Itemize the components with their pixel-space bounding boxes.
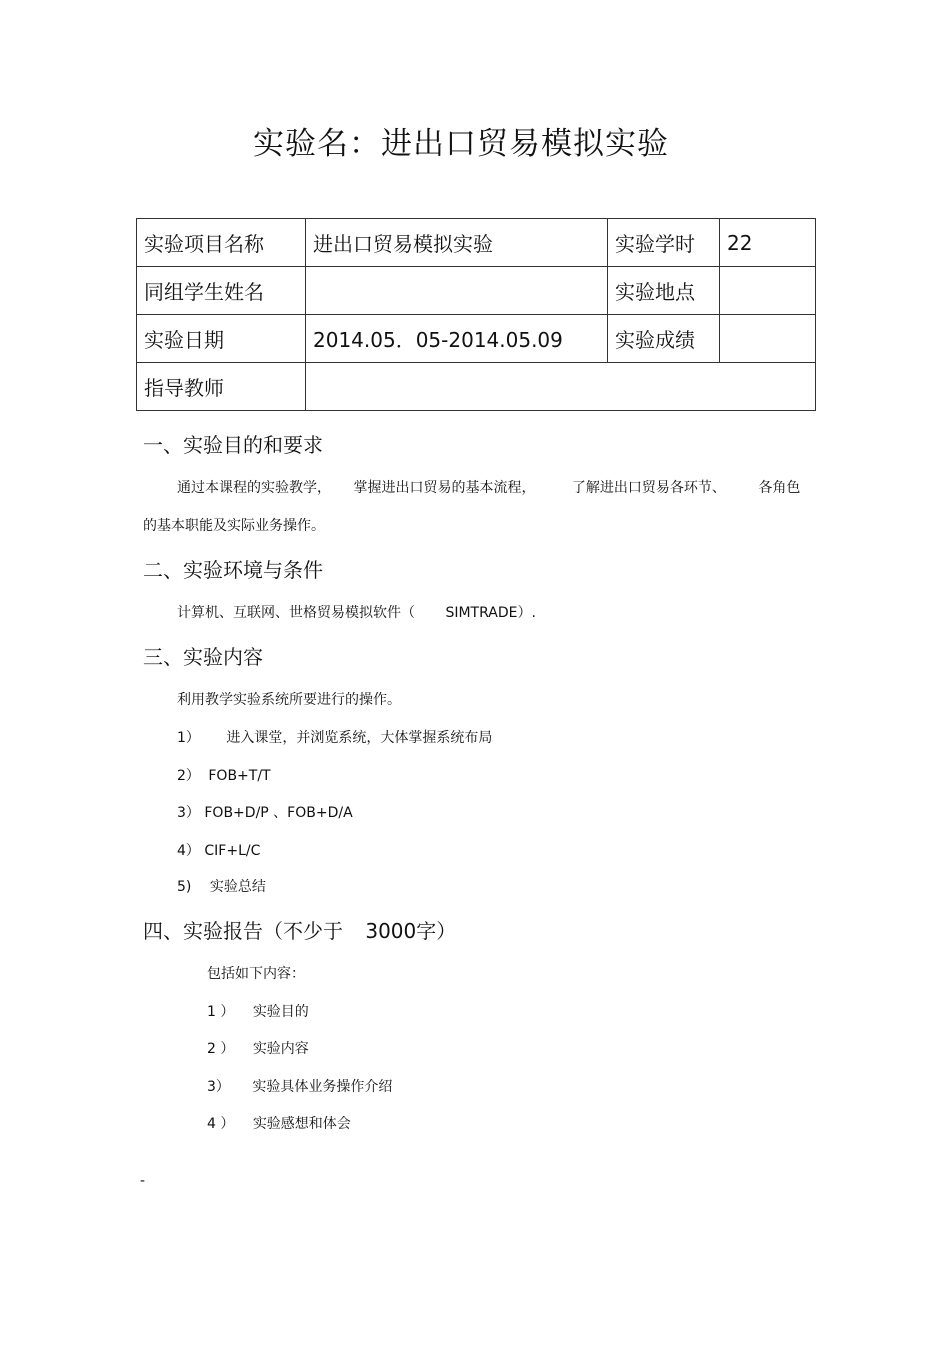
grade-label: 实验成绩 — [608, 315, 720, 363]
section2-heading: 二、实验环境与条件 — [143, 558, 323, 582]
section1-text-part3: 了解进出口贸易各环节、 — [571, 480, 726, 496]
section3-intro: 利用教学实验系统所要进行的操作。 — [177, 692, 401, 708]
list-item-number: 3） — [207, 1079, 230, 1095]
list-item-text: 实验总结 — [209, 879, 266, 895]
section2-software-name: SIMTRADE）. — [445, 605, 536, 621]
section1-text-part1: 通过本课程的实验教学， — [177, 480, 331, 496]
location-label: 实验地点 — [608, 267, 720, 315]
section1-paragraph-line1 — [177, 478, 800, 498]
section4-heading — [143, 917, 456, 945]
list-item-number: 1） — [177, 730, 200, 746]
list-item — [207, 1002, 309, 1022]
instructor-label: 指导教师 — [137, 363, 306, 411]
experiment-info-table — [136, 218, 816, 411]
list-item-number: 2） — [177, 768, 200, 784]
list-item-text: 实验内容 — [252, 1041, 309, 1057]
grade-value — [720, 315, 816, 363]
list-item — [177, 728, 492, 748]
table-row — [137, 363, 816, 411]
list-item — [177, 766, 271, 786]
list-item-text: 实验目的 — [252, 1004, 309, 1020]
list-item-number: 4 ） — [207, 1116, 235, 1132]
section1-text-part2: 掌握进出口贸易的基本流程， — [353, 480, 536, 496]
list-item-text: CIF+L/C — [204, 843, 261, 859]
section4-heading-part2: 3000字） — [365, 919, 457, 943]
list-item-text: FOB+T/T — [208, 768, 271, 784]
table-row — [137, 315, 816, 363]
date-label: 实验日期 — [137, 315, 306, 363]
section4-heading-part1: 四、实验报告（不少于 — [143, 919, 343, 943]
section1-paragraph-line2: 的基本职能及实际业务操作。 — [143, 518, 325, 534]
project-name-value: 进出口贸易模拟实验 — [306, 219, 608, 267]
section3-heading: 三、实验内容 — [143, 645, 263, 669]
list-item — [177, 877, 266, 897]
list-item-number: 5) — [177, 879, 192, 895]
table-row — [137, 219, 816, 267]
group-students-value — [306, 267, 608, 315]
list-item — [177, 803, 353, 823]
list-item-number: 2 ） — [207, 1041, 235, 1057]
section1-heading: 一、实验目的和要求 — [143, 433, 323, 457]
list-item — [207, 1114, 351, 1134]
section2-paragraph — [177, 603, 536, 623]
group-students-label: 同组学生姓名 — [137, 267, 306, 315]
list-item — [177, 841, 260, 861]
list-item-text: 实验感想和体会 — [252, 1116, 351, 1132]
table-row — [137, 267, 816, 315]
footer-mark: - — [140, 1173, 146, 1189]
list-item-text: 进入课堂，并浏览系统，大体掌握系统布局 — [226, 730, 493, 746]
document-title: 实验名：进出口贸易模拟实验 — [253, 126, 669, 162]
list-item-number: 4） — [177, 843, 200, 859]
list-item-text: 实验具体业务操作介绍 — [252, 1079, 393, 1095]
section1-text-part4: 各角色 — [758, 480, 801, 496]
list-item — [207, 1077, 392, 1097]
list-item-text: FOB+D/P 、FOB+D/A — [204, 805, 353, 821]
list-item-number: 1 ） — [207, 1004, 235, 1020]
project-name-label: 实验项目名称 — [137, 219, 306, 267]
section2-text-part1: 计算机、互联网、世格贸易模拟软件（ — [177, 605, 415, 621]
list-item-number: 3） — [177, 805, 200, 821]
section4-intro: 包括如下内容： — [207, 966, 305, 982]
list-item — [207, 1039, 309, 1059]
credit-hours-value: 22 — [720, 219, 816, 267]
location-value — [720, 267, 816, 315]
credit-hours-label: 实验学时 — [608, 219, 720, 267]
instructor-value — [306, 363, 816, 411]
date-value: 2014.05．05-2014.05.09 — [306, 315, 608, 363]
